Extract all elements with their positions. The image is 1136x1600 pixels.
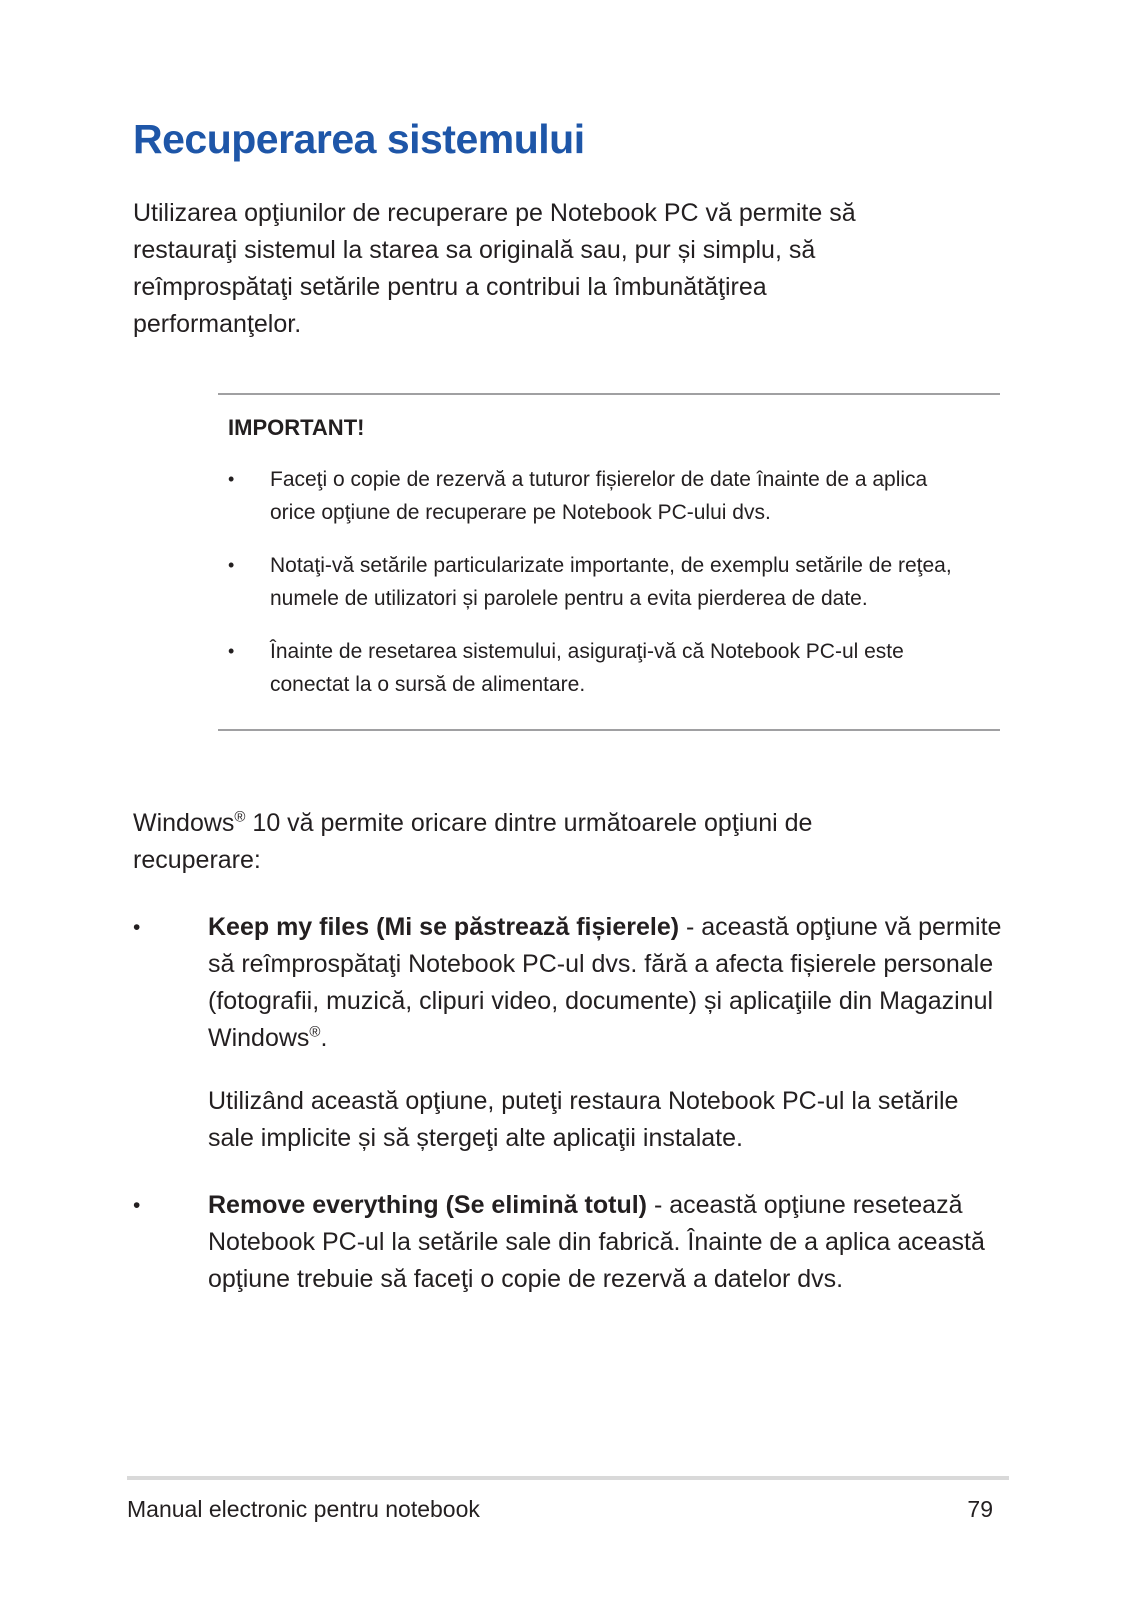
intro-paragraph: Utilizarea opţiunilor de recuperare pe Notebook PC vă permite să restauraţi sistemul la starea sa originală sau, pur și simplu, să reîmprospătaţi setările pentru a contribui la îmbunătăţirea performanţelor. xyxy=(133,199,856,338)
important-item-text: Faceţi o copie de rezervă a tuturor fișierelor de date înainte de a aplica orice opţiune de recuperare pe Notebook PC-ului dvs. xyxy=(270,468,928,524)
option-text xyxy=(208,909,1009,1057)
page-footer xyxy=(127,1476,1009,1523)
bullet-icon: • xyxy=(133,1194,141,1217)
important-note-box xyxy=(218,393,1000,731)
registered-trademark-symbol: ® xyxy=(309,1023,321,1041)
option-text xyxy=(208,1187,1009,1298)
recovery-option-keep-my-files xyxy=(133,909,1009,1157)
option-body xyxy=(208,1187,1009,1298)
footer-row xyxy=(127,1496,1009,1523)
page-title: Recuperarea sistemului xyxy=(133,116,585,162)
bullet-icon: • xyxy=(133,916,141,939)
recovery-option-remove-everything xyxy=(133,1187,1009,1298)
registered-trademark-symbol: ® xyxy=(234,808,246,826)
option-continuation: Utilizând această opţiune, puteţi restaura Notebook PC-ul la setările sale implicite și să ștergeţi alte aplicaţii instalate. xyxy=(208,1087,959,1152)
footer-manual-title: Manual electronic pentru notebook xyxy=(127,1496,480,1522)
important-item-text: Înainte de resetarea sistemului, asiguraţi-vă că Notebook PC-ul este conectat la o sursă de alimentare. xyxy=(270,640,904,696)
option-description: - această opţiune resetează Notebook PC-ul la setările sale din fabrică. Înainte de a aplica această opţiune trebuie să faceţi o copie de rezervă a datelor dvs. xyxy=(208,1191,985,1293)
footer-page-number: 79 xyxy=(967,1496,993,1522)
bullet-icon: • xyxy=(228,469,235,489)
important-item-text: Notaţi-vă setările particularizate importante, de exemplu setările de reţea, numele de utilizatori și parolele pentru a evita pierderea de date. xyxy=(270,554,952,610)
bullet-icon: • xyxy=(228,555,235,575)
windows-options-paragraph xyxy=(133,805,923,879)
bullet-icon: • xyxy=(228,641,235,661)
important-heading: IMPORTANT! xyxy=(228,415,365,440)
option-body xyxy=(208,909,1009,1157)
windows-text-rest: 10 vă permite oricare dintre următoarele opţiuni de recuperare: xyxy=(133,809,813,874)
important-item-backup xyxy=(228,463,970,529)
option-description-tail: . xyxy=(320,1024,328,1052)
option-description: - această opţiune vă permite să reîmprospătaţi Notebook PC-ul dvs. fără a afecta fișierele personale (fotografii, muzică, clipuri video, documente) și aplicaţiile din Magazinul Windows xyxy=(208,913,1002,1052)
option-name-bold: Remove everything (Se elimină totul) xyxy=(208,1191,647,1219)
option-name-bold: Keep my files (Mi se păstrează fișierele) xyxy=(208,913,680,941)
windows-text: Windows xyxy=(133,809,235,837)
important-item-settings xyxy=(228,549,970,615)
footer-divider xyxy=(127,1476,1009,1480)
important-item-power xyxy=(228,635,970,701)
